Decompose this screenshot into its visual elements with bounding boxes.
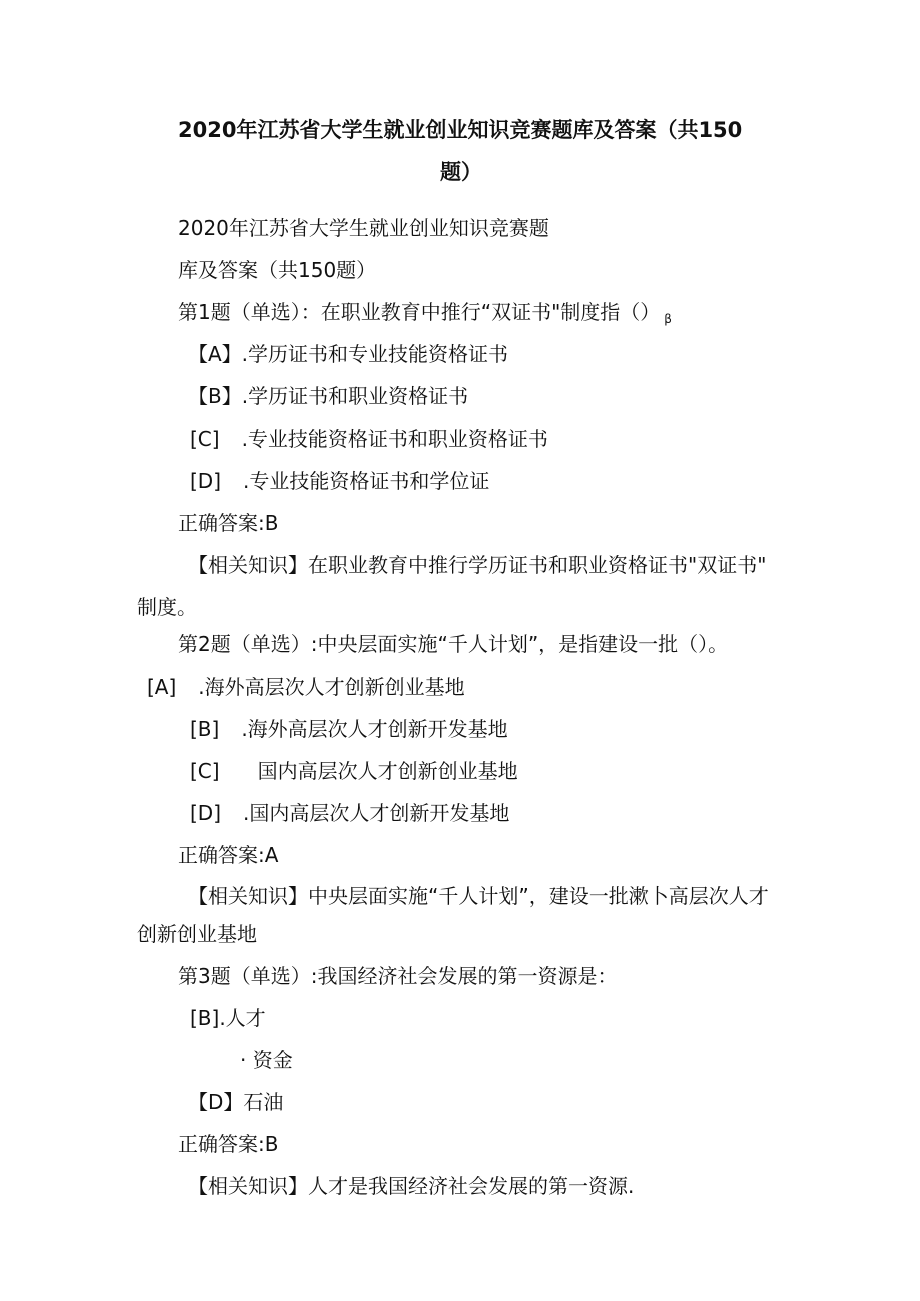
q2-option-a-key: [A]: [147, 675, 177, 699]
q1-option-c-text: .专业技能资格证书和职业资格证书: [241, 427, 548, 451]
q2-stem: 第2题（单选）:中央层面实施“千人计划”，是指建设一批（）。: [178, 632, 729, 656]
q2-knowledge-line-1: 【相关知识】中央层面实施“千人计划”，建设一批漱卜高层次人才: [188, 884, 769, 908]
q1-option-c-key: [C]: [190, 427, 220, 451]
q3-stem: 第3题（单选）:我国经济社会发展的第一资源是：: [178, 964, 618, 988]
q1-option-d: [190, 469, 489, 493]
q1-option-a: 【A】.学历证书和专业技能资格证书: [188, 342, 509, 366]
q2-answer: 正确答案:A: [178, 843, 279, 867]
q2-option-b: [190, 717, 508, 741]
intro-line-1: 2020年江苏省大学生就业创业知识竞赛题: [178, 216, 549, 240]
q1-option-d-text: .专业技能资格证书和学位证: [243, 469, 490, 493]
q2-option-d: [190, 801, 509, 825]
q1-knowledge-line-2: 制度。: [137, 595, 197, 619]
q2-option-a: [147, 675, 465, 699]
q2-option-a-text: .海外高层次人才创新创业基地: [198, 675, 465, 699]
q1-stem-text: 第1题（单选）：在职业教育中推行“双证书"制度指（）: [178, 300, 661, 324]
q2-knowledge-line-2: 创新创业基地: [137, 922, 257, 946]
q3-option-d: 【D】石油: [188, 1090, 284, 1114]
intro-line-2: 库及答案（共150题）: [178, 258, 377, 282]
q2-option-c-text: 国内高层次人才创新创业基地: [257, 759, 518, 783]
q2-option-d-text: .国内高层次人才创新开发基地: [243, 801, 510, 825]
q1-option-c: [190, 427, 548, 451]
q3-option-c: · 资金: [240, 1048, 293, 1072]
q2-option-b-text: .海外高层次人才创新开发基地: [241, 717, 508, 741]
q3-knowledge-line-1: 【相关知识】人才是我国经济社会发展的第一资源.: [188, 1174, 635, 1198]
q2-option-b-key: [B]: [190, 717, 220, 741]
q1-knowledge-line-1: 【相关知识】在职业教育中推行学历证书和职业资格证书"双证书": [188, 553, 767, 577]
document-title-line-2: 题）: [440, 160, 482, 184]
q3-option-b: [B].人才: [190, 1006, 266, 1030]
q1-answer: 正确答案:B: [178, 511, 279, 535]
q3-answer: 正确答案:B: [178, 1132, 279, 1156]
q2-option-d-key: [D]: [190, 801, 222, 825]
q1-stem-mark: β: [664, 312, 672, 326]
q1-option-b: 【B】.学历证书和职业资格证书: [188, 384, 469, 408]
q2-option-c: [190, 759, 518, 783]
q1-stem: [178, 300, 672, 331]
document-title-line-1: 2020年江苏省大学生就业创业知识竞赛题库及答案（共150: [178, 118, 743, 142]
q2-option-c-key: [C]: [190, 759, 220, 783]
q1-option-d-key: [D]: [190, 469, 222, 493]
